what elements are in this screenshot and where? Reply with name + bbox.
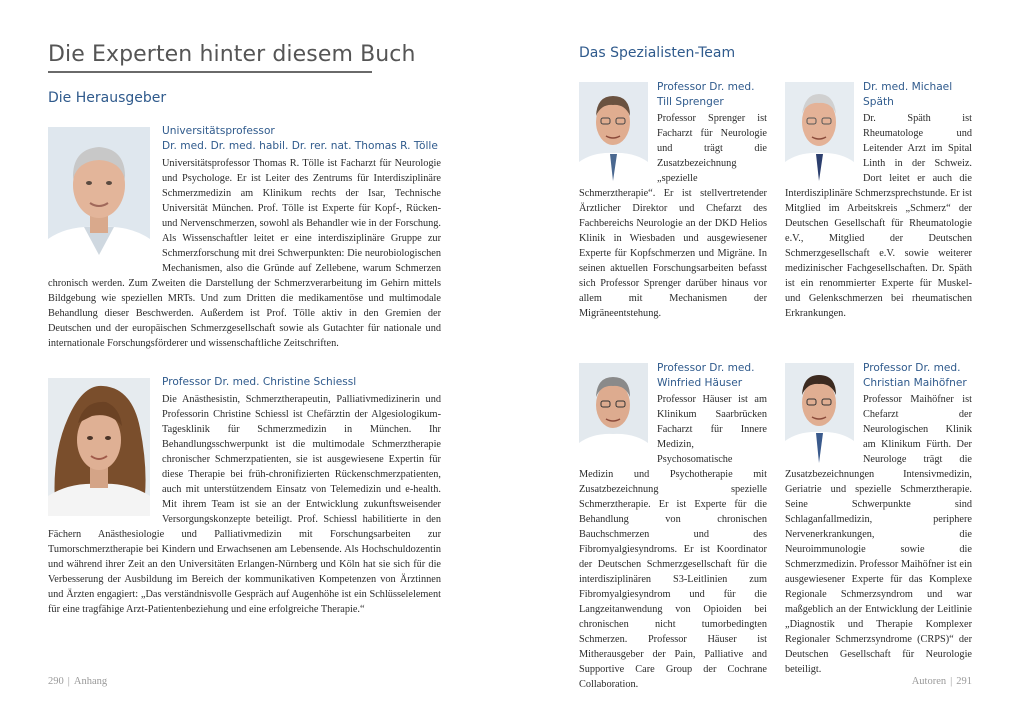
section-heading-editors: Die Herausgeber [48,90,167,106]
editor-name-toelle: Universitätsprofessor Dr. med. Dr. med. habil. Dr. rer. nat. Thomas R. Tölle [162,125,438,152]
specialist-bio-sprenger: Professor Sprenger ist Facharzt für Neurologie und trägt die Zusatzbezeichnung „spezielle Schmerztherapie“. Er ist stellvertretender Ärztlicher Direktor und Chefarzt des Fachbereichs Neurologie an der DKD Helios Klinik in Wiesbaden und ausgewiesener Experte für Kopfschmerzen und Migräne. In seinen aktuellen Forschungsarbeiten befasst sich Professor Sprenger darüber hinaus vor allem mit Mechanismen der Migräneentstehung. [579,113,767,319]
specialist-bio-spaeth: Dr. Späth ist Rheumatologe und Leitender Arzt im Spital Linth in der Schweiz. Dort leitet er auch die Interdisziplinäre Schmerzsprechstunde. Er ist Mitglied im Arbeitskreis „Schmerz“ der Deutschen Gesellschaft für Rheumatologie e.V., Mitglied der Deutschen Schmerzgesellschaft e.V. sowie weiterer medizinischer Fachgesellschaften. Dr. Späth ist ein renommierter Experte für Muskel- und Gelenkschmerzen bei rheumatischen Erkrankungen. [785,113,972,319]
footer-page-number-left: 290 [48,676,64,687]
footer-left: 290 | Anhang [48,676,108,687]
specialist-bio-maihoefner: Professor Maihöfner ist Chefarzt der Neurologischen Klinik am Klinikum Fürth. Der Neurologe trägt die Zusatzbezeichnungen Intensivmedizin, Geriatrie und spezielle Schmerztherapie. Seine Schwerpunkte sind Schlaganfallmedizin, periphere Nervenerkrankungen, die Neuroimmunologie sowie die Schmerzmedizin. Professor Maihöfner ist ein ausgewiesener Experte für das Komplexe Regionale Schmerzsyndrom und war maßgeblich an der Entwicklung der Leitlinie „Diagnostik und Therapie Komplexer Regionaler Schmerzsyndrome (CRPS)“ der Deutschen Gesellschaft für Neurologie beteiligt. [785,394,972,675]
page-title: Die Experten hinter diesem Buch [48,42,416,67]
specialist-name-haeuser: Professor Dr. med. Winfried Häuser [657,362,755,389]
specialist-name-spaeth: Dr. med. Michael Späth [863,81,953,108]
editor-bio-schiessl: Die Anästhesistin, Schmerztherapeutin, Palliativmedizinerin und Professorin Christine Schiessl ist Chefärztin der Algesiologikum-Tagesklinik für Schmerzmedizin in München. Ihr Behandlungsschwerpunkt ist die multimodale Schmerztherapie chronischer Schmerzpatienten, sie ist ausgewiesene Expertin für diese Therapie bei früh-chronifizierten Rückenschmerzpatienten, auch mit unterstützendem Einsatz von Telemedizin und e-health. Mit ihrem Team ist sie an der Entwicklung zukunftsweisender Versorgungskonzepte beteiligt. Prof. Schiessl habilitierte in den Fächern Anästhesiologie und Palliativmedizin mit Forschungsarbeiten zur Tumorschmerztherapie bei Kindern und Erwachsenen am Lebensende. Als Hochschuldozentin und während ihrer Zeit an den Universitäten Erlangen-Nürnberg und Köln hat sie sich für die Verbesserung der Ausbildung im Bereich der kommunikativen Kompetenzen von Ärztinnen und Ärzten engagiert: „Das verständnisvolle Gespräch auf Augenhöhe ist ein Schlüsselelement für eine tragfähige Arzt-Patientenbeziehung und eine erfolgreiche Therapie.“ [48,394,441,615]
footer-section-right: Autoren [911,676,947,687]
specialist-name-maihoefner: Professor Dr. med. Christian Maihöfner [863,362,967,389]
editor-bio-toelle: Universitätsprofessor Thomas R. Tölle ist Facharzt für Neurologie und Psychologe. Er ist Leiter des Zentrums für Interdisziplinäre Schmerzmedizin am Klinikum rechts der Isar, Technische Universität München. Prof. Tölle ist Experte für Kopf-, Rücken- und Nervenschmerzen, sowohl als Behandler wie in der Forschung. Als Wissenschaftler leitet er eine interdisziplinäre Gruppe zur Schmerzforschung mit drei Schwerpunkten: Die neurobiologischen Mechanismen, also die Gründe auf Zellebene, warum Schmerzen chronisch werden. Zum Zweiten die Darstellung der Schmerzverarbeitung im Gehirn mittels Bildgebung wie speziellen MRTs. Und zum Dritten die medikamentöse und multimodale Behandlung dieser Beschwerden. Außerdem ist Prof. Tölle aktiv in den Gremien der Deutschen und der europäischen Schmerzgesellschaft sowie als Gutachter für nationale und internationale Forschungsförderer und wissenschaftliche Zeitschriften. [48,158,441,349]
title-underline [48,71,372,73]
footer-page-number-right: 291 [956,676,972,687]
footer-right: Autoren | 291 [911,676,972,687]
specialist-bio-haeuser: Professor Häuser ist am Klinikum Saarbrücken Facharzt für Innere Medizin, Psychosomatische Medizin und Psychotherapie mit Zusatzbezeichnung spezielle Schmerztherapie. Er ist Experte für die Behandlung von chronischen Bauchschmerzen und des Fibromyalgiesyndroms. Er ist Koordinator der Deutschen Schmerzgesellschaft für die interdisziplinären S3-Leitlinien zum Fibromyalgiesyndrom und für die Langzeitanwendung von Opioiden bei chronischen nicht tumorbedingten Schmerzen. Professor Häuser ist Mitherausgeber der Pain, Palliative and Supportive Care Group der Cochrane Collaboration. [579,394,767,690]
section-heading-specialists: Das Spezialisten-Team [579,45,736,61]
editor-name-schiessl: Professor Dr. med. Christine Schiessl [162,376,357,388]
footer-section-left: Anhang [73,676,108,687]
specialist-name-sprenger: Professor Dr. med. Till Sprenger [657,81,755,108]
